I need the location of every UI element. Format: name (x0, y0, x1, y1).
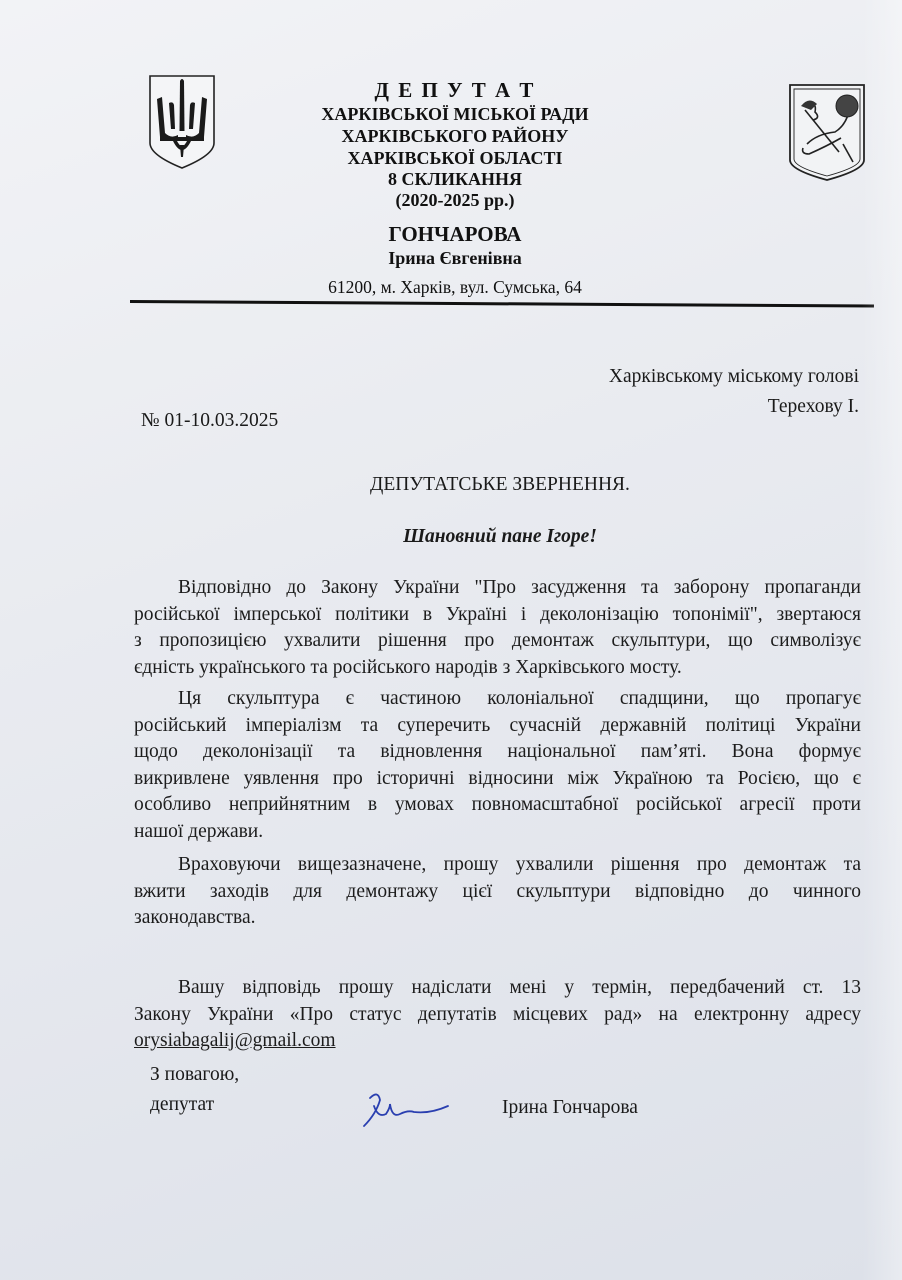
signer-name: Ірина Гончарова (502, 1097, 638, 1118)
deputy-given-names: Ірина Євгенівна (388, 248, 522, 268)
trident-icon (147, 73, 217, 171)
letterhead-line: ХАРКІВСЬКОЇ ОБЛАСТІ (347, 148, 563, 168)
body-paragraph-4 (134, 975, 861, 1055)
closing-position: депутат (150, 1094, 215, 1115)
body-paragraph-1 (134, 575, 861, 681)
recipient-line-2: Терехову І. (767, 396, 859, 417)
closing-regards: З повагою, (150, 1064, 240, 1085)
text-line: Відповідно до Закону України "Про засудження та заборону пропаганди (178, 577, 861, 598)
recipient-line-1: Харківському міському голові (608, 366, 859, 387)
letterhead-divider (130, 300, 874, 308)
text-line: Враховуючи вищезазначене, прошу ухвалили рішення про демонтаж та (178, 854, 861, 875)
deputy-address: 61200, м. Харків, вул. Сумська, 64 (328, 277, 582, 297)
text-line: російської імперської політики в Україні і деколонізацію топонімії", звертаюся (134, 603, 861, 625)
text-line: з пропозицією ухвалити рішення про демонтаж скульптури, що символізує (134, 630, 861, 651)
deputy-surname: ГОНЧАРОВА (388, 222, 522, 246)
letterhead-line: 8 СКЛИКАННЯ (387, 169, 522, 189)
letterhead-title: Д Е П У Т А Т (374, 78, 536, 102)
email-link[interactable]: orysiabagalij@gmail.com (134, 1030, 336, 1051)
text-line: Вашу відповідь прошу надіслати мені у термін, передбачений ст. 13 (178, 977, 861, 998)
text-line: щодо деколонізації та відновлення національної пам’яті. Вона формує (134, 741, 861, 762)
text-line: Закону України «Про статус депутатів місцевих рад» на електронну адресу (134, 1003, 861, 1025)
letterhead-line: ХАРКІВСЬКОГО РАЙОНУ (341, 126, 569, 146)
letterhead-line: (2020-2025 рр.) (395, 190, 515, 210)
body-paragraph-2 (134, 686, 861, 845)
reference-number: № 01-10.03.2025 (141, 410, 279, 431)
text-line: вжити заходів для демонтажу цієї скульптури відповідно до чинного (134, 880, 861, 902)
document-title: ДЕПУТАТСЬКЕ ЗВЕРНЕННЯ. (370, 474, 630, 495)
text-line: особливо неприйнятним в умовах повномасштабної російської агресії проти (134, 794, 861, 815)
text-line: законодавства. (134, 907, 256, 928)
text-line: нашої держави. (134, 820, 264, 842)
salutation: Шановний пане Ігоре! (403, 526, 597, 547)
text-line: Ця скульптура є частиною колоніальної спадщини, що пропагує (178, 688, 861, 709)
kharkiv-coat-of-arms-icon (787, 82, 867, 182)
letterhead-line: ХАРКІВСЬКОЇ МІСЬКОЇ РАДИ (321, 104, 589, 124)
signature-icon (356, 1088, 456, 1132)
text-line: російський імперіалізм та суперечить сучасній державній політиці України (134, 714, 861, 736)
text-line: єдність українського та російського народів з Харківського мосту. (134, 656, 682, 678)
body-paragraph-3 (134, 852, 861, 932)
text-line: викривлене уявлення про історичні відносини між Україною та Росією, що є (134, 767, 861, 789)
